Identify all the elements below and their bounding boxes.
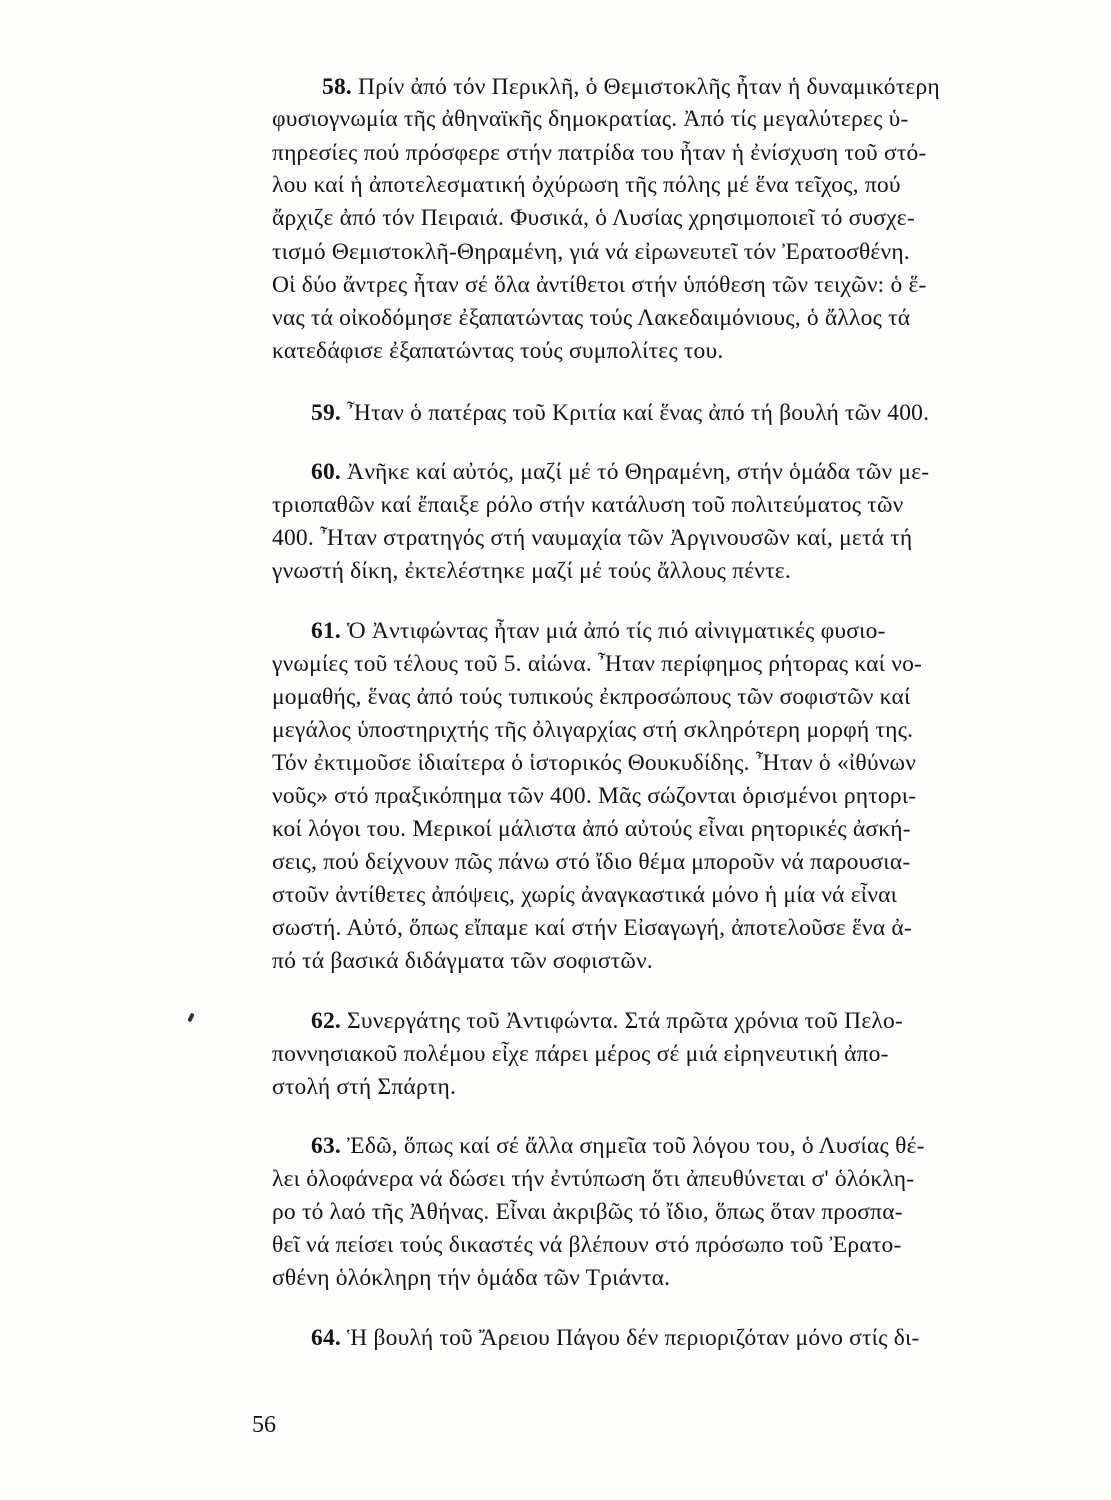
line-5: ἄρχιζε ἀπό τόν Πειραιά. Φυσικά, ὁ Λυσίας χρησιμοποιεῖ τό συσχε-: [272, 205, 915, 231]
line-22: σεις, πού δείχνουν πῶς πάνω στό ἴδιο θέμα μποροῦν νά παρουσια-: [272, 849, 911, 875]
line-24: σωστή. Αὐτό, ὅπως εἴπαμε καί στήν Εἰσαγωγή, ἀποτελοῦσε ἕνα ἀ-: [272, 915, 912, 941]
line-2: φυσιογνωμία τῆς ἀθηναϊκῆς δημοκρατίας. Ἀπό τίς μεγαλύτερες ὑ-: [272, 106, 909, 132]
page-number: 56: [252, 1412, 276, 1438]
line-25: πό τά βασικά διδάγματα τῶν σοφιστῶν.: [272, 948, 653, 974]
note-number-59: 59.: [311, 400, 341, 426]
line-29: 63. Ἐδῶ, ὅπως καί σέ ἄλλα σημεῖα τοῦ λόγου του, ὁ Λυσίας θέ-: [311, 1133, 925, 1159]
note-number-60: 60.: [311, 459, 341, 485]
line-10: 59. Ἦταν ὁ πατέρας τοῦ Κριτία καί ἕνας ἀπό τή βουλή τῶν 400.: [311, 400, 930, 426]
note-number-64: 64.: [311, 1325, 341, 1351]
line-31: ρο τό λαό τῆς Ἀθήνας. Εἶναι ἀκριβῶς τό ἴδιο, ὅπως ὅταν προσπα-: [272, 1199, 903, 1225]
ink-mark: [187, 1013, 194, 1023]
line-33: σθένη ὁλόκληρη τήν ὁμάδα τῶν Τριάντα.: [272, 1265, 671, 1291]
line-34: 64. Ἡ βουλή τοῦ Ἄρειου Πάγου δέν περιοριζόταν μόνο στίς δι-: [311, 1325, 920, 1351]
line-21: κοί λόγοι του. Μερικοί μάλιστα ἀπό αὐτούς εἶναι ρητορικές ἀσκή-: [272, 816, 911, 842]
line-15: 61. Ὁ Ἀντιφώντας ἦταν μιά ἀπό τίς πιό αἰνιγματικές φυσιο-: [311, 618, 886, 644]
line-11: 60. Ἀνῆκε καί αὐτός, μαζί μέ τό Θηραμένη, στήν ὁμάδα τῶν με-: [311, 459, 930, 485]
line-30: λει ὁλοφάνερα νά δώσει τήν ἐντύπωση ὅτι ἀπευθύνεται σ' ὁλόκλη-: [272, 1166, 915, 1192]
line-14: γνωστή δίκη, ἐκτελέστηκε μαζί μέ τούς ἄλλους πέντε.: [272, 558, 791, 584]
line-6: τισμό Θεμιστοκλῆ-Θηραμένη, γιά νά εἰρωνευτεῖ τόν Ἐρατοσθένη.: [272, 239, 910, 265]
line-32: θεῖ νά πείσει τούς δικαστές νά βλέπουν στό πρόσωπο τοῦ Ἐρατο-: [272, 1232, 902, 1258]
line-13: 400. Ἦταν στρατηγός στή ναυμαχία τῶν Ἀργινουσῶν καί, μετά τή: [272, 525, 913, 551]
note-number-58: 58.: [322, 74, 352, 100]
line-28: στολή στή Σπάρτη.: [272, 1074, 457, 1100]
line-19: Τόν ἐκτιμοῦσε ἰδιαίτερα ὁ ἱστορικός Θουκυδίδης. Ἦταν ὁ «ἰθύνων: [272, 750, 917, 776]
line-12: τριοπαθῶν καί ἔπαιξε ρόλο στήν κατάλυση τοῦ πολιτεύματος τῶν: [272, 492, 904, 518]
line-8: νας τά οἰκοδόμησε ἐξαπατώντας τούς Λακεδαιμόνιους, ὁ ἄλλος τά: [272, 305, 911, 331]
line-27: ποννησιακοῦ πολέμου εἶχε πάρει μέρος σέ μιά εἰρηνευτική ἀπο-: [272, 1041, 889, 1067]
line-18: μεγάλος ὑποστηριχτής τῆς ὀλιγαρχίας στή σκληρότερη μορφή της.: [272, 717, 914, 743]
line-1: 58. Πρίν ἀπό τόν Περικλῆ, ὁ Θεμιστοκλῆς ἦταν ἡ δυναμικότερη: [322, 74, 940, 100]
line-26: 62. Συνεργάτης τοῦ Ἀντιφώντα. Στά πρῶτα χρόνια τοῦ Πελο-: [311, 1008, 903, 1034]
line-3: πηρεσίες πού πρόσφερε στήν πατρίδα του ἦταν ἡ ἐνίσχυση τοῦ στό-: [272, 140, 927, 166]
line-7: Οἱ δύο ἄντρες ἦταν σέ ὅλα ἀντίθετοι στήν ὑπόθεση τῶν τειχῶν: ὁ ἕ-: [272, 272, 927, 298]
line-20: νοῦς» στό πραξικόπημα τῶν 400. Μᾶς σώζονται ὁρισμένοι ρητορι-: [272, 783, 917, 809]
line-16: γνωμίες τοῦ τέλους τοῦ 5. αἰώνα. Ἦταν περίφημος ρήτορας καί νο-: [272, 651, 923, 677]
note-number-63: 63.: [311, 1133, 341, 1159]
line-23: στοῦν ἀντίθετες ἀπόψεις, χωρίς ἀναγκαστικά μόνο ἡ μία νά εἶναι: [272, 882, 898, 908]
line-17: μομαθής, ἕνας ἀπό τούς τυπικούς ἐκπροσώπους τῶν σοφιστῶν καί: [272, 684, 911, 710]
note-number-62: 62.: [311, 1008, 341, 1034]
line-4: λου καί ἡ ἀποτελεσματική ὀχύρωση τῆς πόλης μέ ἕνα τεῖχος, πού: [272, 172, 901, 198]
line-9: κατεδάφισε ἐξαπατώντας τούς συμπολίτες του.: [272, 338, 724, 364]
note-number-61: 61.: [311, 618, 341, 644]
